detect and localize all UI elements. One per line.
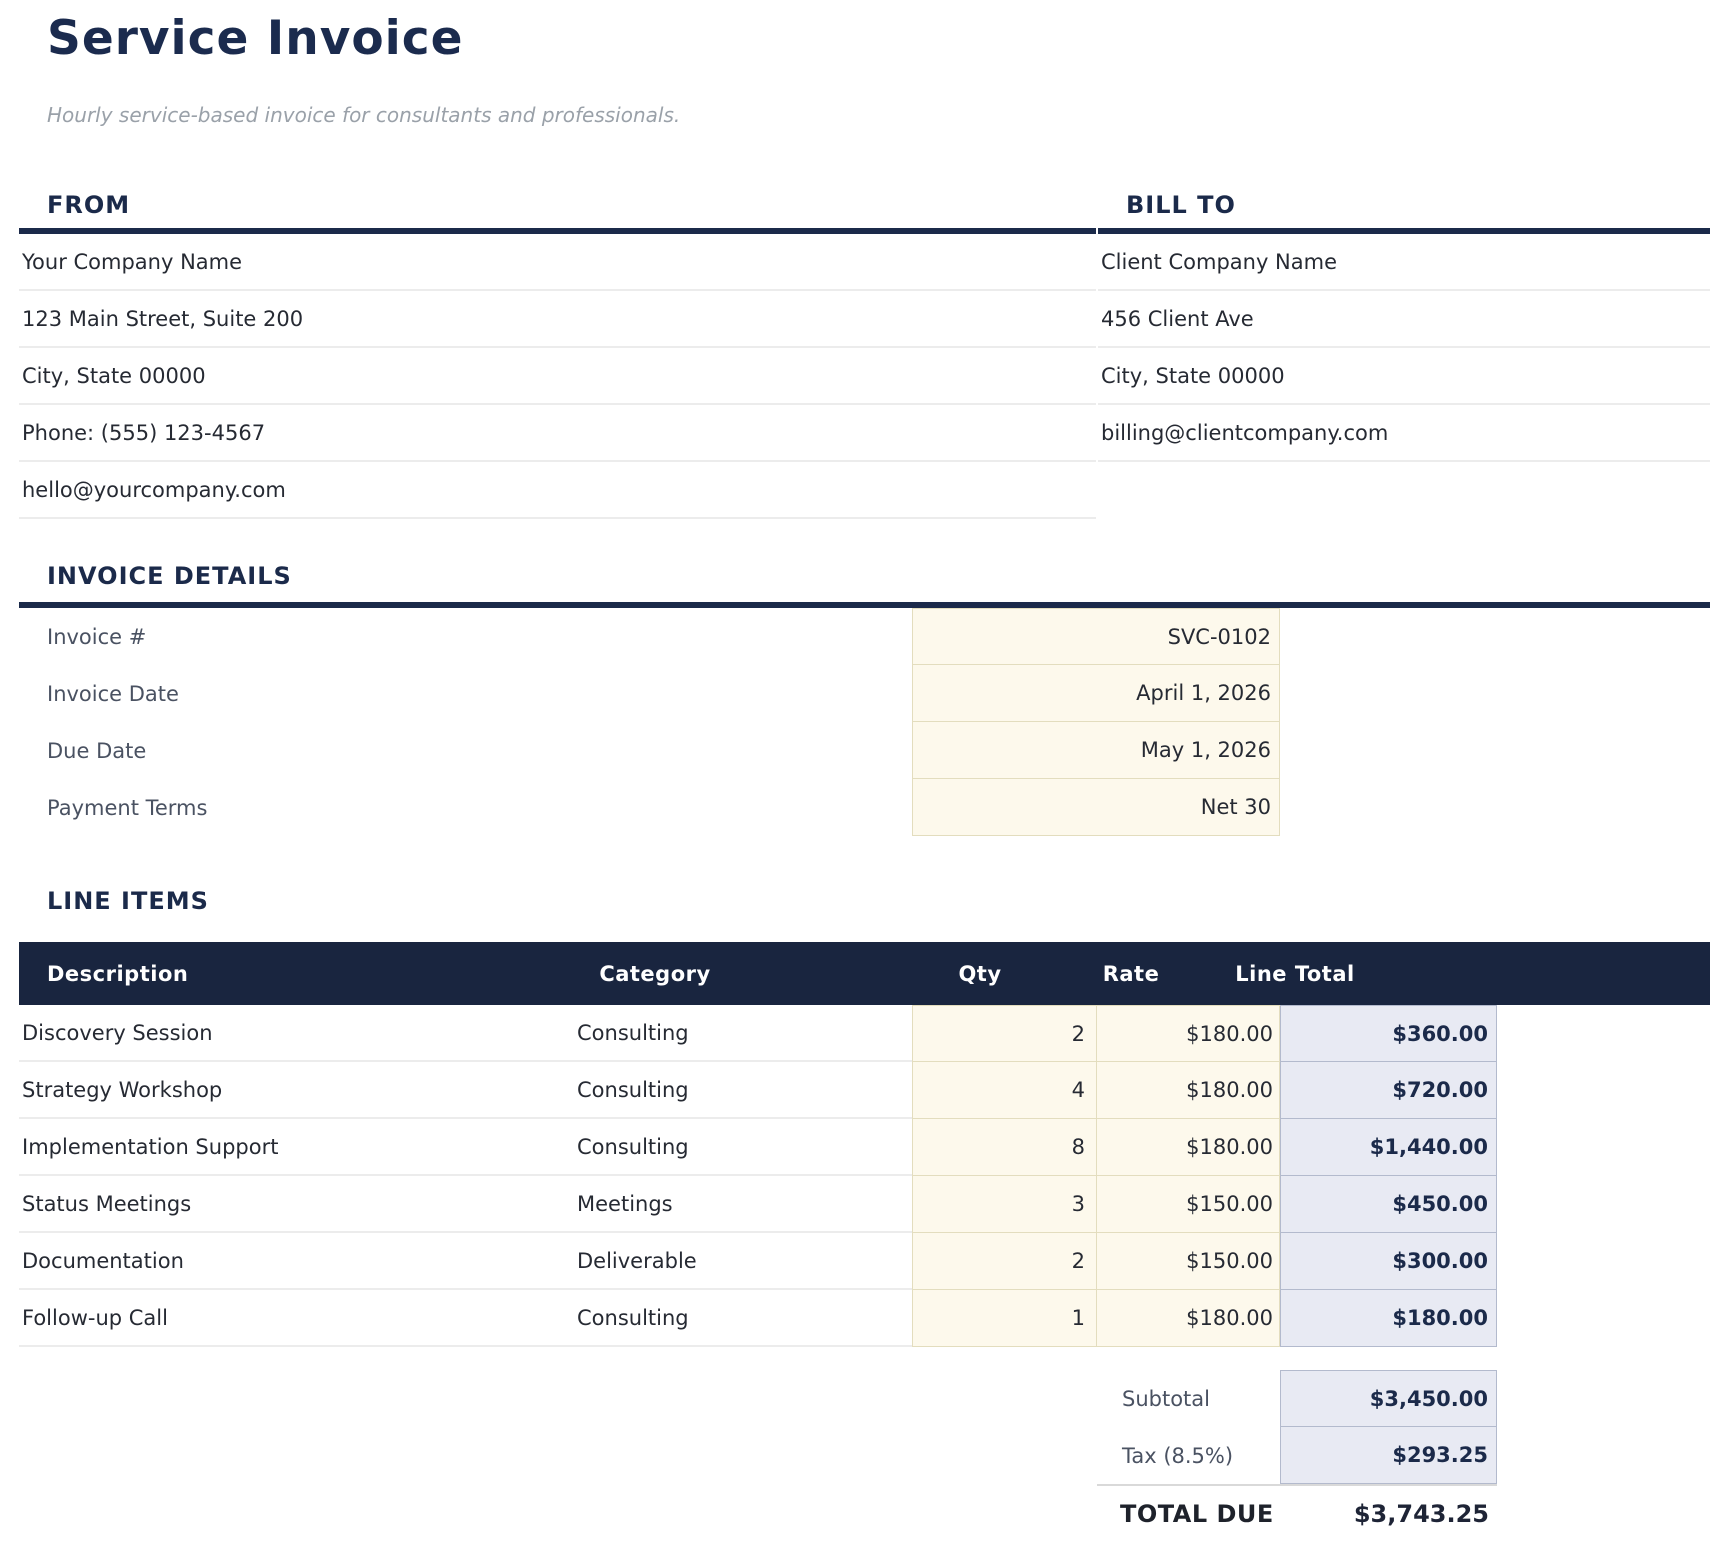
from-row-company: Your Company Name <box>19 234 1096 291</box>
detail-row-spacer <box>1280 722 1710 779</box>
from-heading: FROM <box>19 191 1096 234</box>
from-row-phone: Phone: (555) 123-4567 <box>19 405 1096 462</box>
rate-field[interactable]: $150.00 <box>1097 1233 1280 1290</box>
row-filler <box>1497 1176 1710 1233</box>
line-item-row <box>19 1005 1710 1062</box>
line-items-section <box>19 887 1710 1347</box>
column-header-description: Description <box>47 961 189 986</box>
qty-field[interactable]: 3 <box>912 1176 1097 1233</box>
subtotal-value: $3,450.00 <box>1280 1370 1497 1427</box>
detail-label: Invoice # <box>47 624 147 649</box>
page-title: Service Invoice <box>47 11 464 66</box>
detail-row-payment-terms <box>19 779 1710 836</box>
category-cell: Deliverable <box>574 1233 912 1290</box>
line-item-row <box>19 1176 1710 1233</box>
totals-section <box>1097 1370 1497 1542</box>
category-cell: Consulting <box>574 1290 912 1347</box>
row-filler <box>1497 1119 1710 1176</box>
column-header-qty: Qty <box>958 961 1002 986</box>
detail-row-due-date <box>19 722 1710 779</box>
from-section <box>19 191 1096 519</box>
invoice-details-heading: INVOICE DETAILS <box>19 562 1710 608</box>
description-cell: Follow-up Call <box>19 1290 574 1347</box>
bill-to-row-street: 456 Client Ave <box>1098 291 1710 348</box>
subtotal-label: Subtotal <box>1122 1386 1210 1411</box>
category-cell: Consulting <box>574 1119 912 1176</box>
rate-field[interactable]: $180.00 <box>1097 1005 1280 1062</box>
rate-field[interactable]: $180.00 <box>1097 1119 1280 1176</box>
bill-to-heading: BILL TO <box>1098 191 1710 234</box>
row-filler <box>1497 1062 1710 1119</box>
from-row-email: hello@yourcompany.com <box>19 462 1096 519</box>
qty-field[interactable]: 4 <box>912 1062 1097 1119</box>
detail-row-spacer <box>1280 779 1710 836</box>
line-total-cell: $300.00 <box>1280 1233 1497 1290</box>
bill-to-section <box>1098 191 1710 519</box>
line-total-cell: $360.00 <box>1280 1005 1497 1062</box>
description-cell: Discovery Session <box>19 1005 574 1062</box>
invoice-number-field[interactable]: SVC-0102 <box>912 608 1280 665</box>
total-due-value: $3,743.25 <box>1353 1500 1489 1528</box>
from-row-street: 123 Main Street, Suite 200 <box>19 291 1096 348</box>
line-total-cell: $1,440.00 <box>1280 1119 1497 1176</box>
qty-field[interactable]: 1 <box>912 1290 1097 1347</box>
tax-label: Tax (8.5%) <box>1122 1443 1234 1468</box>
line-items-heading: LINE ITEMS <box>47 887 209 915</box>
total-due-label: TOTAL DUE <box>1120 1500 1274 1528</box>
page-subtitle: Hourly service-based invoice for consultants and professionals. <box>47 103 681 127</box>
detail-row-spacer <box>1280 608 1710 665</box>
description-cell: Implementation Support <box>19 1119 574 1176</box>
rate-field[interactable]: $180.00 <box>1097 1290 1280 1347</box>
row-filler <box>1497 1233 1710 1290</box>
qty-field[interactable]: 2 <box>912 1233 1097 1290</box>
total-due-row <box>1097 1486 1497 1542</box>
payment-terms-field[interactable]: Net 30 <box>912 779 1280 836</box>
parties-section <box>19 191 1710 519</box>
qty-field[interactable]: 8 <box>912 1119 1097 1176</box>
line-item-row <box>19 1062 1710 1119</box>
detail-label: Invoice Date <box>47 681 179 706</box>
column-header-category: Category <box>599 961 711 986</box>
detail-label: Payment Terms <box>47 795 208 820</box>
subtotal-row <box>1097 1370 1497 1427</box>
due-date-field[interactable]: May 1, 2026 <box>912 722 1280 779</box>
qty-field[interactable]: 2 <box>912 1005 1097 1062</box>
category-cell: Consulting <box>574 1005 912 1062</box>
from-row-city: City, State 00000 <box>19 348 1096 405</box>
description-cell: Status Meetings <box>19 1176 574 1233</box>
tax-value: $293.25 <box>1280 1427 1497 1484</box>
bill-to-row-company: Client Company Name <box>1098 234 1710 291</box>
row-filler <box>1497 1290 1710 1347</box>
invoice-date-field[interactable]: April 1, 2026 <box>912 665 1280 722</box>
detail-label: Due Date <box>47 738 147 763</box>
bill-to-row-city: City, State 00000 <box>1098 348 1710 405</box>
line-item-row <box>19 1119 1710 1176</box>
row-filler <box>1497 1005 1710 1062</box>
line-item-row <box>19 1290 1710 1347</box>
rate-field[interactable]: $150.00 <box>1097 1176 1280 1233</box>
description-cell: Strategy Workshop <box>19 1062 574 1119</box>
detail-row-spacer <box>1280 665 1710 722</box>
bill-to-row-email: billing@clientcompany.com <box>1098 405 1710 462</box>
line-items-header-row <box>19 942 1710 1005</box>
line-total-cell: $720.00 <box>1280 1062 1497 1119</box>
rate-field[interactable]: $180.00 <box>1097 1062 1280 1119</box>
detail-row-invoice-date <box>19 665 1710 722</box>
detail-row-invoice-number <box>19 608 1710 665</box>
column-header-line-total: Line Total <box>1235 961 1355 986</box>
line-item-row <box>19 1233 1710 1290</box>
line-total-cell: $450.00 <box>1280 1176 1497 1233</box>
category-cell: Meetings <box>574 1176 912 1233</box>
description-cell: Documentation <box>19 1233 574 1290</box>
tax-row <box>1097 1427 1497 1484</box>
line-total-cell: $180.00 <box>1280 1290 1497 1347</box>
category-cell: Consulting <box>574 1062 912 1119</box>
column-header-rate: Rate <box>1102 961 1160 986</box>
invoice-details-section <box>19 562 1710 836</box>
